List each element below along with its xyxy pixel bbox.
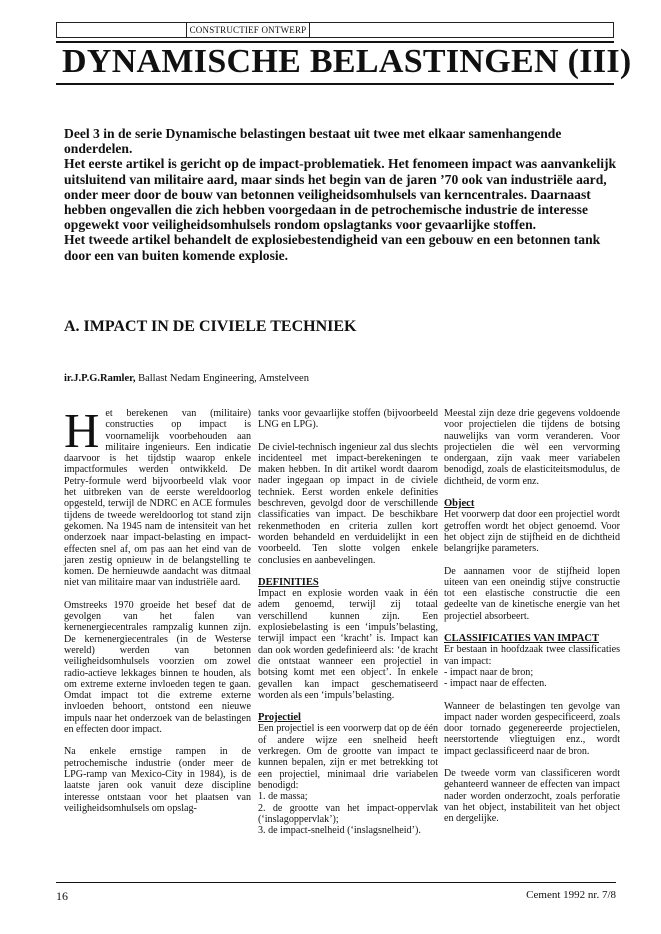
paragraph: Omstreeks 1970 groeide het besef dat de gevolgen van het falen van kernenergiecentrales rampzalig kunnen zijn. De kernenergiecentrales (in de Westerse wereld) werden van betonnen veiligheidsomhulsels voorzien om zowel radio-actieve lekkages binnen te houden, als om extreme externe invloeden tegen te gaan. Omdat impact tot die extreme externe invloeden behoort, ontstond een nieuwe impuls naar het onderzoek van de belastingen en effecten door impact. xyxy=(64,599,251,736)
author-line xyxy=(64,373,309,384)
intro xyxy=(64,126,624,263)
paragraph: Meestal zijn deze drie gegevens voldoende voor projectielen die tijdens de botsing nauwelijks van vorm veranderen. Voor projectielen die wèl een vervorming ondergaan, zijn vaak meer variabelen benodigd, zoals de elasticiteitsmodulus, de dichtheid, de vorm enz. xyxy=(444,408,620,487)
paragraph: Er bestaan in hoofdzaak twee classificaties van impact: xyxy=(444,644,620,667)
column-3 xyxy=(444,408,620,836)
running-header xyxy=(56,22,614,38)
paragraph: Het voorwerp dat door een projectiel wordt getroffen wordt het object genoemd. Voor het object zijn de stijfheid en de dichtheid belangrijke parameters. xyxy=(444,509,620,555)
list-item: - impact naar de bron; xyxy=(444,666,534,678)
paragraph: De tweede vorm van classificeren wordt gehanteerd wanneer de effecten van impact nader worden onderzocht, zoals perforatie van het object, instabiliteit van het object en dergelijke. xyxy=(444,768,620,825)
paragraph: Wanneer de belastingen ten gevolge van impact nader worden gespecificeerd, zoals door tornado gegenereerde projectielen, neerstortende vliegtuigen enz., wordt impact geclassificeerd naar de bron. xyxy=(444,700,620,757)
article-title: DYNAMISCHE BELASTINGEN (III) xyxy=(56,41,614,85)
list-item: - impact naar de effecten. xyxy=(444,678,547,690)
paragraph: De aannamen voor de stijfheid lopen uiteen van een oneindig stijve constructie tot een elastische constructie die een gedeelte van de kinetische energie van het projectiel absorbeert. xyxy=(444,565,620,622)
column-1 xyxy=(64,403,251,825)
intro-paragraph: Het eerste artikel is gericht op de impact-problematiek. Het fenomeen impact was aanvankelijk uitsluitend van militaire aard, maar sinds het begin van de jaren ’70 ook van industriële aard, onder meer door de bouw van betonnen veiligheidsomhulsels van kerncentrales. Daarnaast hebben ongevallen die zich hebben voorgedaan in de petrochemische industrie de interesse opgewekt voor veiligheidsomhulsels rondom opslagtanks voor gevaarlijke stoffen. xyxy=(64,156,617,233)
subheading-projectiel: Projectiel xyxy=(258,712,301,724)
intro-paragraph: Het tweede artikel behandelt de explosiebestendigheid van een gebouw en een betonnen tank door een van buiten komende explosie. xyxy=(64,232,601,263)
intro-paragraph: Deel 3 in de serie Dynamische belastingen bestaat uit twee met elkaar samenhangende onderdelen. xyxy=(64,126,562,157)
list-item: 3. de impact-snelheid (‘inslagsnelheid’). xyxy=(258,825,421,837)
page-footer xyxy=(56,882,616,905)
header-box-right xyxy=(310,22,614,38)
subheading-classificaties: CLASSIFICATIES VAN IMPACT xyxy=(444,633,600,645)
paragraph xyxy=(64,403,251,589)
paragraph: Een projectiel is een voorwerp dat op de één of andere wijze een snelheid heeft verkregen. Om de grootte van impact te kunnen bepalen, zijn er met betrekking tot een projectiel, minimaal drie variabelen benodigd: xyxy=(258,723,438,791)
author-affiliation: Ballast Nedam Engineering, Amstelveen xyxy=(138,373,309,384)
paragraph: tanks voor gevaarlijke stoffen (bijvoorbeeld LNG en LPG). xyxy=(258,408,438,431)
column-2 xyxy=(258,408,438,836)
list-item: 1. de massa; xyxy=(258,791,308,803)
paragraph: Impact en explosie worden vaak in één adem genoemd, terwijl zij totaal verschillend kunnen zijn. Een explosiebelasting is een ‘impuls’belasting, terwijl impact een ‘kracht’ is. Impact kan dan ook worden gedefinieerd als: ‘de kracht die ontstaat wanneer een projectiel in botsing komt met een object’. In enkele gevallen kan impact geschematiseerd worden als een ‘impuls’belasting. xyxy=(258,588,438,701)
magazine-issue: Cement 1992 nr. 7/8 xyxy=(526,889,616,901)
page-number: 16 xyxy=(56,889,68,903)
paragraph: Na enkele ernstige rampen in de petrochemische industrie (onder meer de LPG-ramp van Mexico-City in 1984), is de laatste jaren ook vanuit deze discipline interesse ontstaan voor het plaatsen van veiligheidsomhulsels om opslag- xyxy=(64,746,251,814)
section-label: CONSTRUCTIEF ONTWERP xyxy=(186,22,310,38)
paragraph-text: et berekenen van (militaire) constructies op impact is voornamelijk voorbehouden aan militaire ingenieurs. Een indicatie daarvoor is het tijdstip waarop enkele impactformules werden ontwikkeld. De Petry-formule werd bijvoorbeeld vlak voor het uitbreken van de eerste wereldoorlog opgesteld, terwijl de NDRC en ACE formules tijdens de tweede wereldoorlog tot stand zijn gekomen. Na 1945 nam de intensiteit van het onderzoek naar impact-belasting en impact-effecten snel af, om pas aan het eind van de jaren zestig opnieuw in de belangstelling te komen. De hernieuwde aandacht was ditmaal niet van militaire maar van industriële aard. xyxy=(64,408,251,589)
list-item: 2. de grootte van het impact-oppervlak (‘inslagoppervlak’); xyxy=(258,802,438,825)
section-title: A. IMPACT IN DE CIVIELE TECHNIEK xyxy=(64,318,357,335)
drop-cap: H xyxy=(64,403,100,458)
header-box-left xyxy=(56,22,186,38)
author-name: ir.J.P.G.Ramler, xyxy=(64,373,136,384)
subheading-object: Object xyxy=(444,498,475,510)
paragraph: De civiel-technisch ingenieur zal dus slechts incidenteel met impact-berekeningen te maken hebben. In dit artikel wordt daarom nader ingegaan op impact in de civiele techniek. Eerst worden enkele definities beschreven, gevolgd door de verschillende classificaties van impact. De beschikbare rekenmethoden en criteria zullen kort worden behandeld en verduidelijkt in een voorbeeld. Ten slotte volgen enkele conclusies en aanbevelingen. xyxy=(258,441,438,566)
subheading-definities: DEFINITIES xyxy=(258,576,319,588)
